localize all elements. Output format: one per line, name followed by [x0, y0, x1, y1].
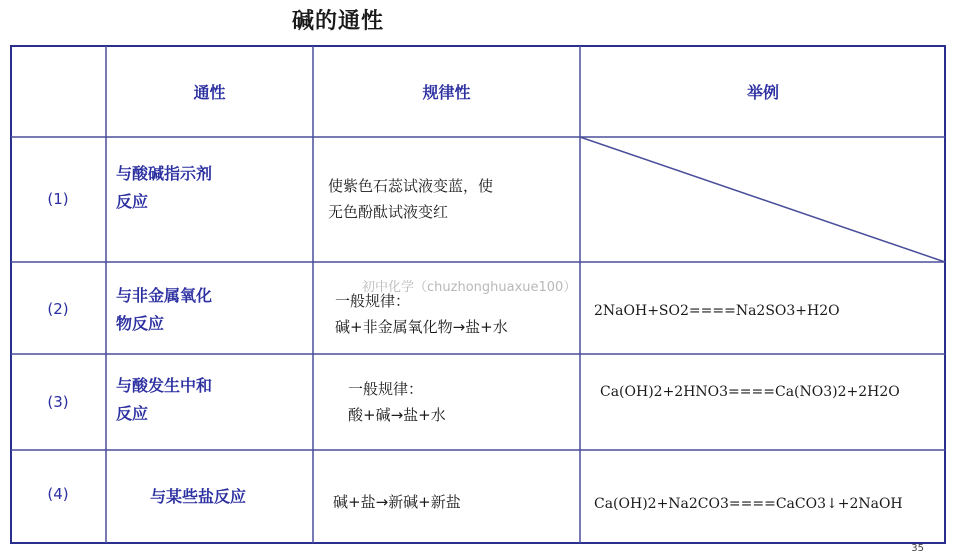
rule-cell [335, 288, 578, 340]
header-example: 举例 [746, 83, 779, 102]
row-number: (2) [47, 300, 69, 318]
property-line: 与非金属氧化 [116, 286, 213, 305]
example-equation [594, 496, 944, 512]
property-line: 与酸碱指示剂 [116, 164, 213, 183]
rule-cell [333, 489, 578, 515]
property-line: 反应 [116, 404, 149, 423]
rule-line: 无色酚酞试液变红 [328, 203, 449, 221]
rule-line: 酸+碱→盐+水 [348, 406, 446, 424]
rule-cell [328, 173, 578, 225]
watermark: 初中化学（chuzhonghuaxue100） [362, 280, 577, 295]
equation-text: 2NaOH+SO2====Na2SO3+H2O [594, 303, 840, 319]
row-number: (1) [47, 190, 69, 208]
property-cell [116, 372, 306, 428]
example-equation [600, 384, 945, 400]
property-cell [116, 160, 306, 216]
example-equation [594, 303, 944, 319]
rule-line: 碱+非金属氧化物→盐+水 [335, 318, 508, 336]
page-title: 碱的通性 [292, 9, 385, 34]
property-cell [150, 484, 310, 507]
row-number: (4) [47, 485, 69, 503]
property-line: 物反应 [116, 314, 165, 333]
diagonal-line [580, 137, 945, 262]
header-property: 通性 [193, 83, 226, 102]
equation-text: Ca(OH)2+2HNO3====Ca(NO3)2+2H2O [600, 384, 900, 400]
header-rule: 规律性 [422, 83, 471, 102]
property-cell [116, 282, 306, 338]
rule-line: 一般规律： [335, 292, 411, 310]
rule-line: 一般规律： [348, 380, 424, 398]
property-line: 与某些盐反应 [150, 487, 247, 506]
rule-line: 使紫色石蕊试液变蓝，使 [328, 177, 494, 195]
rule-line: 碱+盐→新碱+新盐 [333, 493, 461, 511]
property-line: 与酸发生中和 [116, 376, 213, 395]
page-number: 35 [911, 543, 924, 554]
row-number: (3) [47, 393, 69, 411]
equation-text: Ca(OH)2+Na2CO3====CaCO3↓+2NaOH [594, 496, 903, 512]
rule-cell [348, 376, 578, 428]
property-line: 反应 [116, 192, 149, 211]
